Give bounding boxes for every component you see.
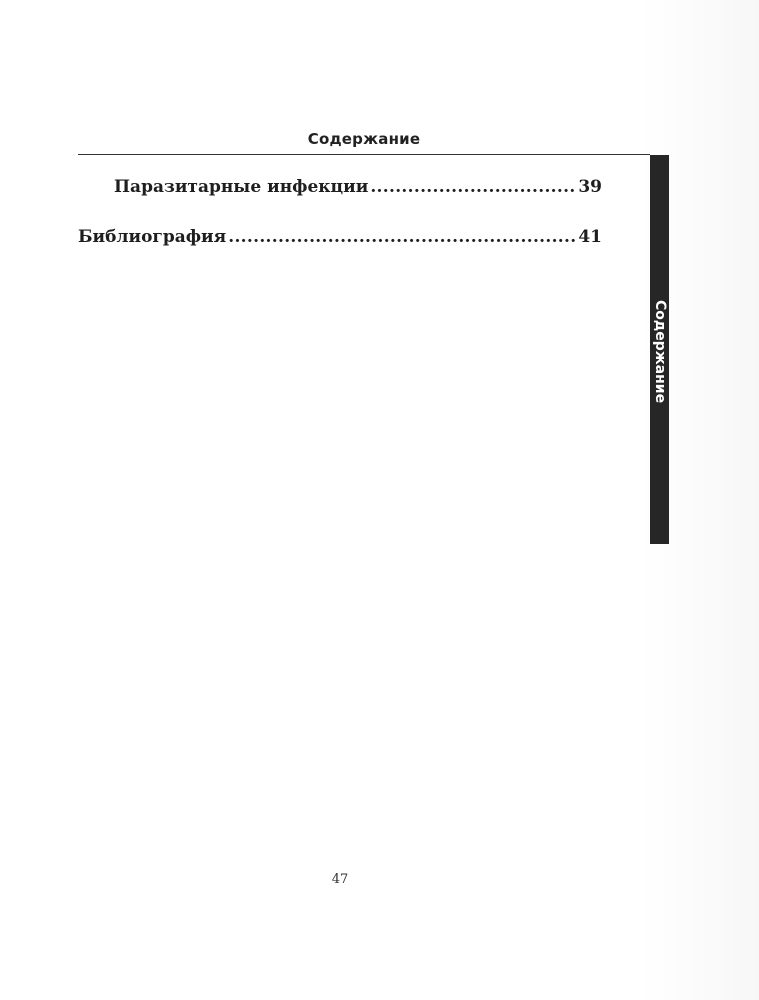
side-tab-label: Содержание [652,300,668,404]
toc-entry-page: 39 [578,177,602,197]
toc-entry-parasitic-infections[interactable] [78,177,602,203]
toc-entry-title: Паразитарные инфекции [114,177,369,197]
running-header-title: Содержание [307,130,421,148]
toc-entry-page: 41 [578,227,602,247]
toc-entry-bibliography[interactable] [78,227,602,253]
toc-dot-leader [370,177,576,197]
table-of-contents [78,170,602,253]
running-header [78,128,650,155]
toc-dot-leader [228,227,576,247]
toc-entry-title: Библиография [78,227,227,247]
page-number: 47 [331,872,349,887]
